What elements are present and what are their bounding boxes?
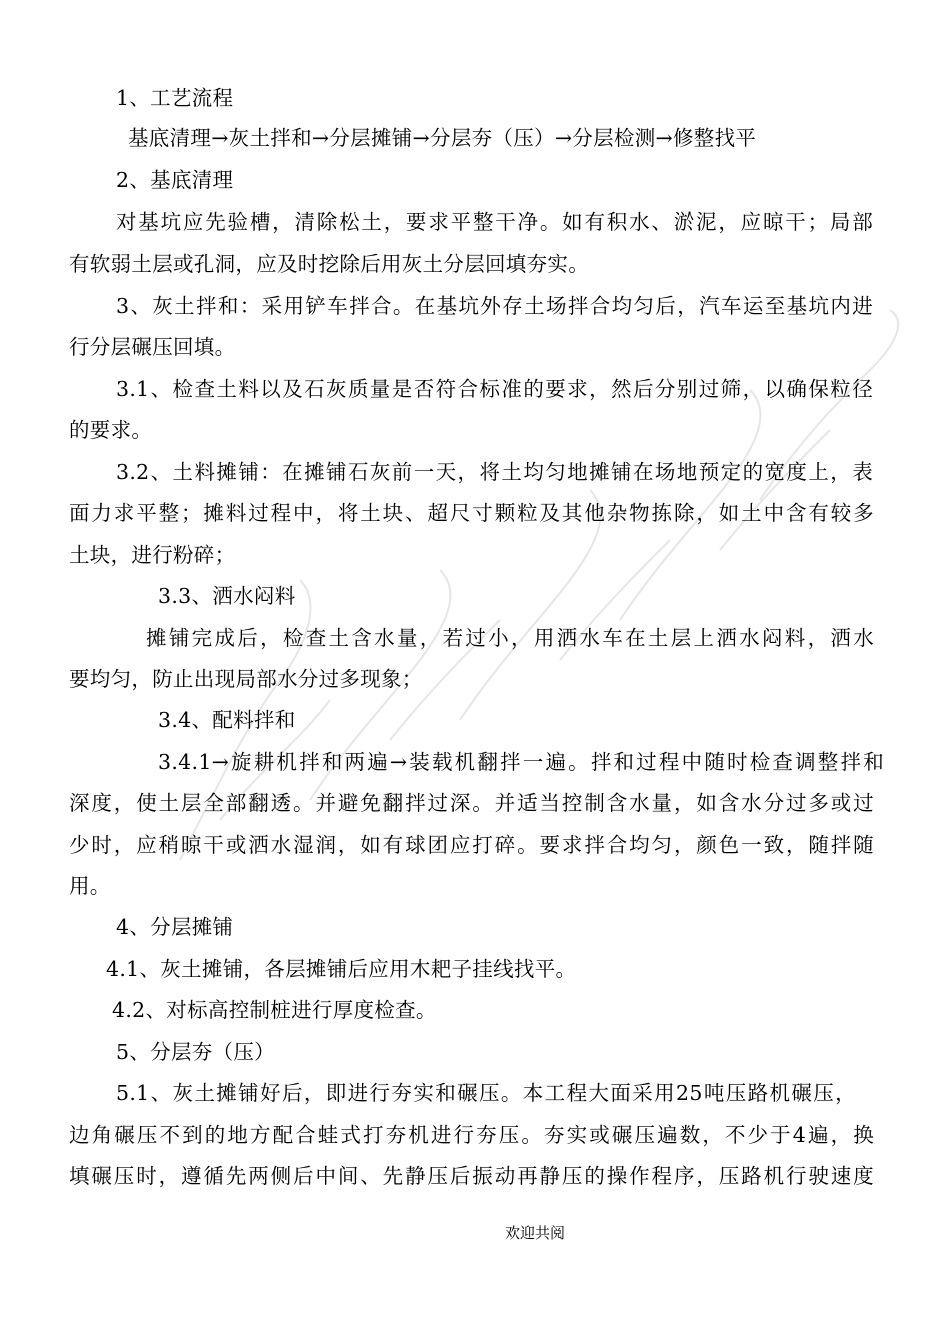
paragraph-line: 少时，应稍晾干或洒水湿润，如有球团应打碎。要求拌合均匀，颜色一致，随拌随: [69, 833, 874, 857]
paragraph-line: 深度，使土层全部翻透。并避免翻拌过深。并适当控制含水量，如含水分过多或过: [69, 791, 874, 815]
heading-2: 2、基底清理: [116, 168, 234, 192]
heading-3-4: 3.4、配料拌和: [158, 708, 296, 732]
paragraph-line: 5.1、灰土摊铺好后，即进行夯实和碾压。本工程大面采用25吨压路机碾压，: [116, 1081, 856, 1105]
paragraph-line: 边角碾压不到的地方配合蛙式打夯机进行夯压。夯实或碾压遍数，不少于4遍，换: [69, 1123, 874, 1147]
paragraph-line: 行分层碾压回填。: [69, 335, 236, 359]
page-footer: 欢迎共阅: [505, 1224, 566, 1242]
paragraph-line: 3.1、检查土料以及石灰质量是否符合标准的要求，然后分别过筛，以确保粒径: [116, 377, 873, 401]
paragraph-line: 土块，进行粉碎；: [69, 543, 236, 567]
heading-1: 1、工艺流程: [116, 86, 234, 110]
paragraph-line: 4.1、灰土摊铺，各层摊铺后应用木耙子挂线找平。: [106, 957, 577, 981]
paragraph-line: 的要求。: [69, 418, 153, 442]
paragraph-line: 3.2、土料摊铺：在摊铺石灰前一天，将土均匀地摊铺在场地预定的宽度上，表: [116, 460, 873, 484]
process-flow: 基底清理→灰土拌和→分层摊铺→分层夯（压）→分层检测→修整找平: [128, 126, 757, 150]
paragraph-line: 摊铺完成后，检查土含水量，若过小，用洒水车在土层上洒水闷料，洒水: [146, 626, 874, 650]
heading-4: 4、分层摊铺: [116, 915, 234, 939]
paragraph-line: 3、灰土拌和：采用铲车拌合。在基坑外存土场拌合均匀后，汽车运至基坑内进: [116, 294, 873, 318]
paragraph-line: 面力求平整；摊料过程中，将土块、超尺寸颗粒及其他杂物拣除，如土中含有较多: [69, 501, 874, 525]
heading-3-3: 3.3、洒水闷料: [158, 584, 296, 608]
paragraph-line: 用。: [69, 874, 111, 898]
paragraph-line: 4.2、对标高控制桩进行厚度检查。: [112, 998, 437, 1022]
heading-5: 5、分层夯（压）: [116, 1040, 275, 1064]
paragraph-line: 对基坑应先验槽，清除松土，要求平整干净。如有积水、淤泥，应晾干；局部: [116, 210, 873, 234]
paragraph-line: 要均匀，防止出现局部水分过多现象；: [69, 667, 423, 691]
paragraph-line: 填碾压时，遵循先两侧后中间、先静压后振动再静压的操作程序，压路机行驶速度: [69, 1164, 874, 1188]
paragraph-line: 3.4.1→旋耕机拌和两遍→装载机翻拌一遍。拌和过程中随时检查调整拌和: [158, 750, 884, 774]
paragraph-line: 有软弱土层或孔洞，应及时挖除后用灰土分层回填夯实。: [69, 252, 589, 276]
